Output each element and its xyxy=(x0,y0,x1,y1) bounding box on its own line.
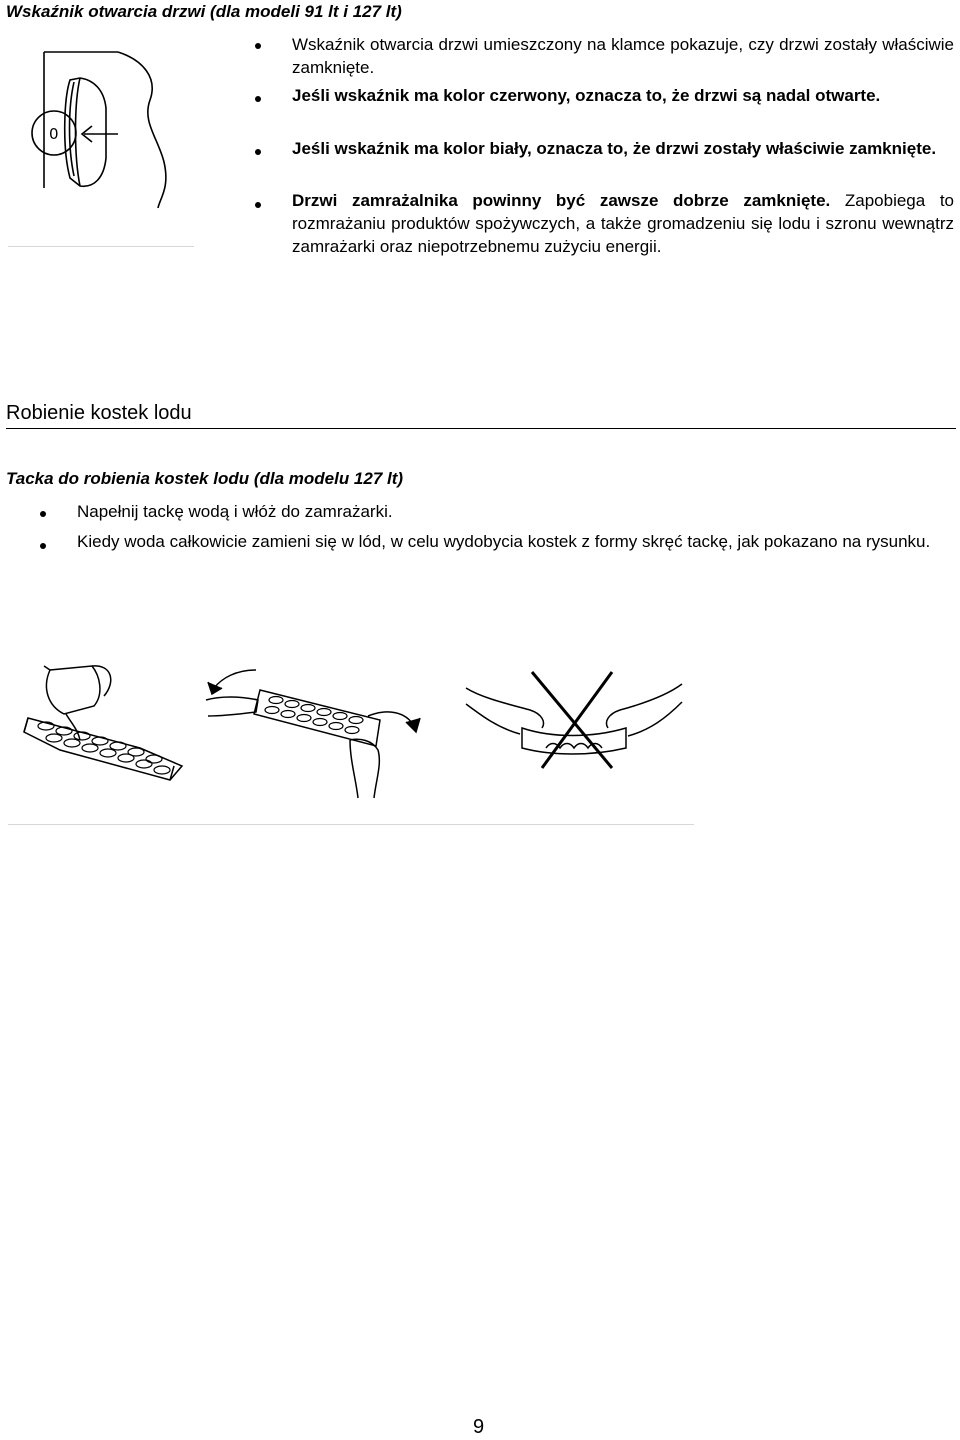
door-handle-illustration xyxy=(8,38,198,248)
section-rule xyxy=(6,428,956,429)
ice-bullet-1: Napełnij tackę wodą i włóż do zamrażarki. xyxy=(77,502,393,521)
bullet-icon xyxy=(40,511,46,517)
door-bullet-1: Wskaźnik otwarcia drzwi umieszczony na klamce pokazuje, czy drzwi zostały właściwie zamknięte. xyxy=(292,35,954,77)
door-handle-drawing xyxy=(8,38,198,248)
bullet-icon xyxy=(255,149,261,155)
door-bullet-3: Jeśli wskaźnik ma kolor biały, oznacza to, że drzwi zostały właściwie zamknięte. xyxy=(292,139,937,158)
bullet-icon xyxy=(255,96,261,102)
indicator-label: 0 xyxy=(49,125,59,143)
bullet-icon xyxy=(40,543,46,549)
figure-bottom-divider xyxy=(8,824,694,825)
figure-divider xyxy=(8,246,194,247)
wrong-method-illustration xyxy=(462,664,687,774)
door-bullet-4-bold: Drzwi zamrażalnika powinny być zawsze dobrze zamknięte. xyxy=(292,191,831,210)
door-bullet-4 xyxy=(292,189,954,258)
twist-tray-drawing xyxy=(200,660,430,800)
ice-subheading: Tacka do robienia kostek lodu (dla modelu 127 lt) xyxy=(6,469,404,488)
bullet-icon xyxy=(255,43,261,49)
door-indicator-heading: Wskaźnik otwarcia drzwi (dla modeli 91 lt i 127 lt) xyxy=(6,2,402,21)
twist-tray-illustration xyxy=(200,660,430,800)
door-bullet-4-rest: Zapobiega to rozmrażaniu produktów spożywczych, a także gromadzeniu się lodu i szronu wewnątrz zamrażarki oraz niepotrzebnemu zużyciu energii. xyxy=(292,191,954,256)
pour-water-drawing xyxy=(20,658,200,788)
ice-bullet-2: Kiedy woda całkowicie zamieni się w lód, w celu wydobycia kostek z formy skręć tackę, jak pokazano na rysunku. xyxy=(77,532,931,551)
pour-water-illustration xyxy=(20,658,200,788)
ice-section-title: Robienie kostek lodu xyxy=(6,402,192,424)
bullet-icon xyxy=(255,202,261,208)
wrong-method-drawing xyxy=(462,664,687,774)
page-number: 9 xyxy=(473,1416,485,1438)
door-bullet-2: Jeśli wskaźnik ma kolor czerwony, oznacza to, że drzwi są nadal otwarte. xyxy=(292,86,881,105)
